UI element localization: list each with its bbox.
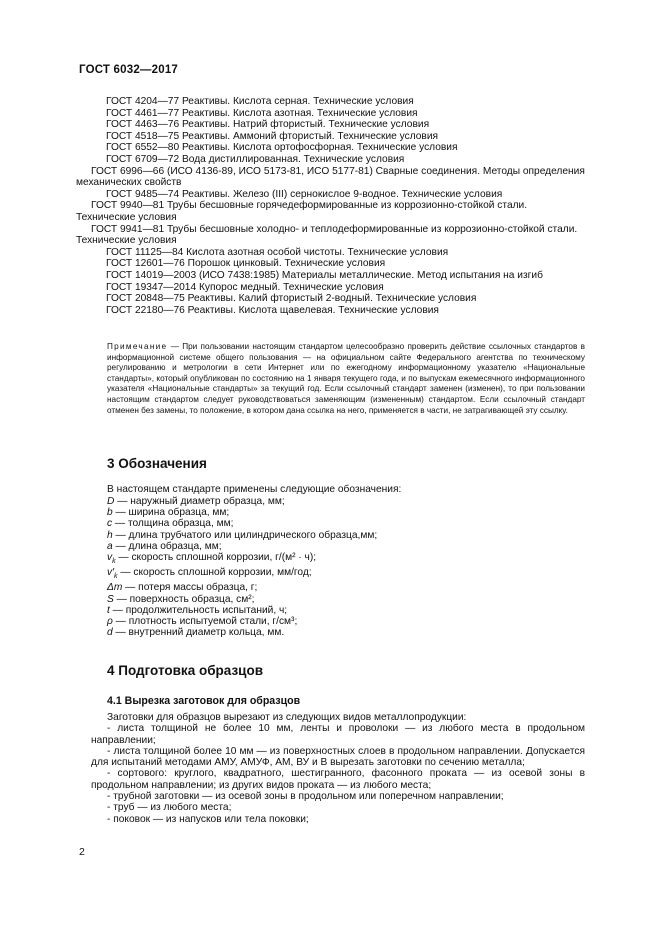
reference-item: ГОСТ 4463—76 Реактивы. Натрий фтористый. Технические условия <box>106 119 430 131</box>
symbol-description: — скорость сплошной коррозии, мм/год; <box>117 567 312 579</box>
normative-references-list <box>76 96 585 316</box>
symbol-subscript: k <box>112 558 116 566</box>
symbol-description: — длина трубчатого или цилиндрического образца,мм; <box>112 529 378 541</box>
symbol-description: — поверхность образца, см²; <box>113 593 255 605</box>
symbol-item <box>107 518 577 529</box>
reference-item: ГОСТ 4518—75 Реактивы. Аммоний фтористый. Технические условия <box>106 130 439 142</box>
symbol-item <box>107 605 577 616</box>
reference-note <box>107 342 585 416</box>
document-header: ГОСТ 6032—2017 <box>79 64 179 76</box>
section-4-heading: 4 Подготовка образцов <box>107 663 264 678</box>
symbol-item <box>107 530 577 541</box>
reference-item: ГОСТ 12601—76 Порошок цинковый. Технические условия <box>106 258 386 270</box>
symbol-description: — длина образца, мм; <box>112 540 222 552</box>
symbol-description: — продолжительность испытаний, ч; <box>109 604 288 616</box>
symbol-item <box>107 496 577 507</box>
symbol-glyph: D <box>107 496 115 507</box>
symbol-item <box>107 541 577 552</box>
symbol-description: — наружный диаметр образца, мм; <box>114 496 285 507</box>
symbol-item <box>107 582 577 593</box>
symbol-description: — толщина образца, мм; <box>112 518 234 530</box>
reference-item: ГОСТ 20848—75 Реактивы. Калий фтористый 2-водный. Технические условия <box>106 293 477 305</box>
symbol-glyph: a <box>107 540 113 552</box>
reference-item: ГОСТ 9941—81 Трубы бесшовные холодно- и теплодеформированные из коррозионно-стойкой стали. Технические условия <box>76 223 578 247</box>
reference-item: ГОСТ 9940—81 Трубы бесшовные горячедеформированные из коррозионно-стойкой стали. Технические условия <box>76 200 528 223</box>
page-number: 2 <box>79 846 85 858</box>
paragraph: - листа толщиной не более 10 мм, ленты и проволоки — из любого места в продольном направлении; <box>91 723 585 746</box>
reference-item: ГОСТ 14019—2003 (ИСО 7438:1985) Материалы металлические. Метод испытания на изгиб <box>106 269 543 281</box>
reference-item: ГОСТ 11125—84 Кислота азотная особой чистоты. Технические условия <box>106 246 449 258</box>
reference-item: ГОСТ 6709—72 Вода дистиллированная. Технические условия <box>106 153 405 165</box>
symbol-glyph: Δm <box>107 582 123 594</box>
reference-item: ГОСТ 6996—66 (ИСО 4136-89, ИСО 5173-81, ИСО 5177-81) Сварные соединения. Методы определения механических свойств <box>76 165 585 189</box>
symbols-list <box>107 496 577 639</box>
symbol-glyph: c <box>107 518 113 530</box>
section-3-intro: В настоящем стандарте применены следующие обозначения: <box>107 484 402 495</box>
reference-item: ГОСТ 9485—74 Реактивы. Железо (III) сернокислое 9-водное. Технические условия <box>106 188 503 200</box>
paragraph: Заготовки для образцов вырезают из следующих видов металлопродукции: <box>107 712 467 723</box>
section-4-1-heading: 4.1 Вырезка заготовок для образцов <box>107 695 301 707</box>
paragraph: - сортового: круглого, квадратного, шестигранного, фасонного проката — из осевой зоны в продольном направлении; из других видов проката — из любого места; <box>91 768 585 791</box>
symbol-glyph: b <box>107 507 113 519</box>
symbol-glyph: v′ <box>107 567 115 579</box>
reference-item: ГОСТ 19347—2014 Купорос медный. Технические условия <box>106 281 384 293</box>
symbol-description: — скорость сплошной коррозии, г/(м² · ч); <box>115 552 317 564</box>
symbol-item <box>107 627 577 638</box>
reference-item: ГОСТ 6552—80 Реактивы. Кислота ортофосфорная. Технические условия <box>106 142 458 154</box>
symbol-item <box>107 552 577 567</box>
note-text: — При пользовании настоящим стандартом целесообразно проверить действие ссылочных стандартов в информационной системе общего пользования — на официальном сайте Федерального агентства по техническому регулированию и метрологии в сети Интернет или по ежегодному информационному указателю «Национальные стандарты», который опубликован по состоянию на 1 января текущего года, и по выпускам ежемесячного информационного указателя «Национальные стандарты» за текущий год. Если ссылочный стандарт заменен (изменен), то при пользовании настоящим стандартом следует руководствоваться заменяющим (измененным) стандартом. Если ссылочный стандарт отменен без замены, то положение, в котором дана ссылка на него, применяется в части, не затрагивающей эту ссылку. <box>107 342 585 415</box>
symbol-item <box>107 616 577 627</box>
symbol-glyph: v <box>107 552 113 564</box>
symbol-glyph: ρ <box>107 616 113 628</box>
section-3-heading: 3 Обозначения <box>107 456 207 471</box>
symbol-item <box>107 507 577 518</box>
paragraph: - листа толщиной более 10 мм — из поверхностных слоев в продольном направлении. Допускается для испытаний методами АМУ, АМУФ, АМ, ВУ и В вырезать заготовки по сечению металла; <box>91 745 585 769</box>
symbol-description: — плотность испытуемой стали, г/см³; <box>112 616 298 628</box>
symbol-item <box>107 567 577 582</box>
section-4-1-body <box>91 712 585 825</box>
reference-item: ГОСТ 4204—77 Реактивы. Кислота серная. Технические условия <box>106 96 414 107</box>
symbol-description: — потеря массы образца, г; <box>122 582 258 594</box>
symbol-glyph: t <box>107 604 110 616</box>
note-lead: Примечание <box>107 342 168 351</box>
symbol-description: — внутренний диаметр кольца, мм. <box>112 627 285 639</box>
paragraph: - труб — из любого места; <box>107 802 232 814</box>
symbol-description: — ширина образца, мм; <box>112 507 230 519</box>
symbol-glyph: S <box>107 593 114 605</box>
reference-item: ГОСТ 22180—76 Реактивы. Кислота щавелевая. Технические условия <box>106 304 439 316</box>
symbol-subscript: k <box>114 573 118 581</box>
paragraph: - трубной заготовки — из осевой зоны в продольном или поперечном направлении; <box>107 791 504 803</box>
paragraph: - поковок — из напусков или тела поковки; <box>107 813 309 825</box>
reference-item: ГОСТ 4461—77 Реактивы. Кислота азотная. Технические условия <box>106 107 418 119</box>
symbol-glyph: d <box>107 627 113 639</box>
symbol-glyph: h <box>107 529 113 541</box>
symbol-item <box>107 594 577 605</box>
